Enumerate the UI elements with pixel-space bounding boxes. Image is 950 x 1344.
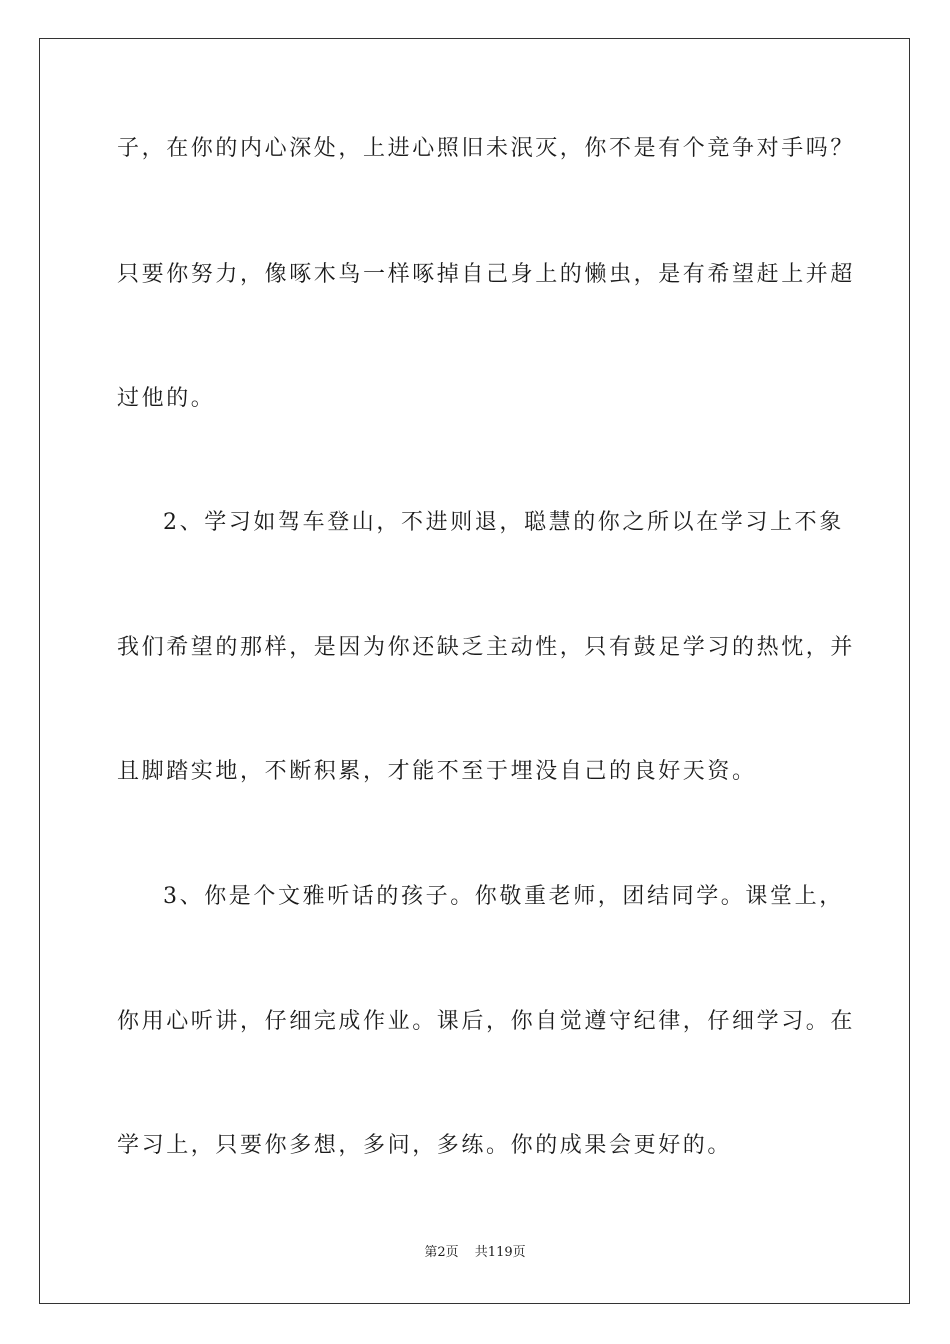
page-border: [39, 38, 910, 1304]
page-footer: [0, 1244, 950, 1262]
paragraph-line: 你用心听讲，仔细完成作业。课后，你自觉遵守纪律，仔细学习。在: [117, 1009, 856, 1034]
page-total: 共119页: [474, 1245, 526, 1260]
paragraph-line: 子，在你的内心深处，上进心照旧未泯灭，你不是有个竞争对手吗？: [117, 136, 856, 161]
paragraph-line: 学习上，只要你多想，多问，多练。你的成果会更好的。: [117, 1133, 733, 1158]
paragraph-line: 3、你是个文雅听话的孩子。你敬重老师，团结同学。课堂上，: [163, 884, 844, 909]
paragraph-line: 过他的。: [117, 386, 216, 411]
paragraph-line: 2、学习如驾车登山，不进则退，聪慧的你之所以在学习上不象: [163, 510, 844, 535]
paragraph-line: 且脚踏实地，不断积累，才能不至于埋没自己的良好天资。: [117, 759, 757, 784]
paragraph-line: 只要你努力，像啄木鸟一样啄掉自己身上的懒虫，是有希望赶上并超: [117, 262, 856, 287]
page-number: 第2页: [424, 1245, 459, 1260]
paragraph-line: 我们希望的那样，是因为你还缺乏主动性，只有鼓足学习的热忱，并: [117, 635, 856, 660]
